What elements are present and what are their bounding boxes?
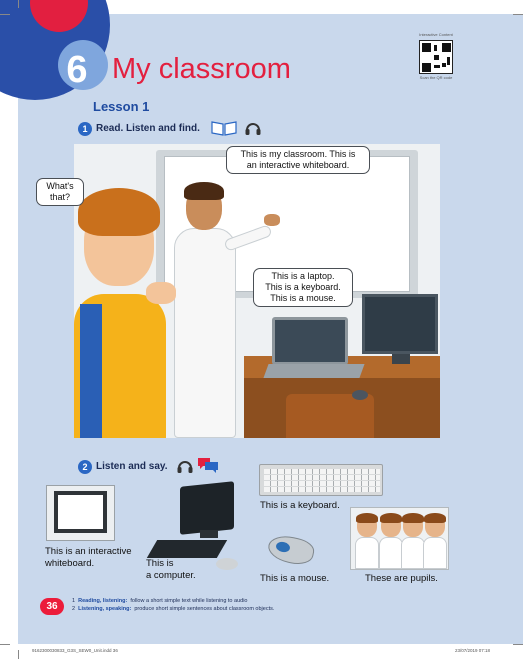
teacher-figure <box>174 228 236 438</box>
footnote-2-label: Listening, speaking: <box>78 606 132 612</box>
whiteboard-screen <box>54 491 107 533</box>
headphones-icon[interactable] <box>244 118 262 136</box>
unit-title: My classroom <box>112 53 291 85</box>
caption-pupils: These are pupils. <box>365 573 438 584</box>
computer-mouse <box>352 390 368 400</box>
computer-stand <box>200 530 218 538</box>
caption-computer-line-1: This is <box>146 558 174 569</box>
caption-whiteboard-line-2: whiteboard. <box>45 558 95 569</box>
desktop-monitor <box>362 294 438 354</box>
footnote-2-text: produce short simple sentences about classroom objects. <box>134 606 275 612</box>
qr-bottom-label: Scan the QR code <box>419 75 453 80</box>
crop-mark <box>0 644 10 645</box>
boy-hair <box>78 188 160 236</box>
page-number: 36 <box>40 598 64 615</box>
footnote-2 <box>72 605 274 613</box>
speech-bubble-laptop <box>253 268 353 307</box>
qr-code-block[interactable] <box>416 32 456 80</box>
lesson-title: Lesson 1 <box>93 99 150 114</box>
computer-mouse-picture <box>216 558 238 570</box>
chair <box>286 394 374 438</box>
bubble-laptop-line-2: This is a keyboard. <box>265 282 341 292</box>
book-icon[interactable] <box>210 118 238 136</box>
teacher-hand <box>264 214 280 226</box>
activity-1-badge: 1 <box>78 122 92 136</box>
bubble-boy-text: What's that? <box>46 181 74 202</box>
footnote-1 <box>72 597 274 605</box>
teacher-hair <box>184 182 224 200</box>
crop-mark <box>0 14 10 15</box>
caption-computer <box>146 558 196 582</box>
activity-2-instruction: Listen and say. <box>96 461 168 472</box>
crop-mark <box>513 644 523 645</box>
caption-keyboard: This is a keyboard. <box>260 500 340 511</box>
keyboard-picture <box>259 464 383 496</box>
crop-mark <box>513 14 523 15</box>
laptop-keyboard <box>263 364 364 378</box>
laptop-screen <box>272 317 348 365</box>
speech-bubbles-icon[interactable] <box>197 456 219 474</box>
computer-monitor-picture <box>180 481 234 535</box>
monitor-stand <box>392 354 410 364</box>
print-slug-right: 23/07/2019 07:18 <box>455 648 491 653</box>
footnote-1-number: 1 <box>72 598 76 604</box>
activity-2-badge: 2 <box>78 460 92 474</box>
caption-whiteboard-line-1: This is an interactive <box>45 546 132 557</box>
footnote-2-number: 2 <box>72 606 76 612</box>
headphones-icon[interactable] <box>176 456 194 474</box>
caption-mouse: This is a mouse. <box>260 573 330 584</box>
qr-code-icon[interactable] <box>419 40 453 74</box>
crop-mark <box>18 0 19 8</box>
speech-bubble-teacher <box>226 146 370 174</box>
bubble-teacher-line-1: This is my classroom. This is <box>240 149 356 159</box>
boy-hand <box>146 282 176 304</box>
unit-number: 6 <box>66 49 88 91</box>
computer-keyboard-picture <box>147 540 227 558</box>
caption-whiteboard <box>45 546 132 570</box>
bubble-teacher-line-2: an interactive whiteboard. <box>246 160 350 170</box>
bubble-laptop-line-3: This is a mouse. <box>270 293 336 303</box>
footnote-1-text: follow a short simple text while listening to audio <box>130 598 248 604</box>
print-slug-left: 9162300030833_G3S_SEW0_Unit.indd 36 <box>32 648 118 653</box>
bubble-laptop-line-1: This is a laptop. <box>271 271 335 281</box>
footnote-1-label: Reading, listening: <box>78 598 128 604</box>
activity-1-instruction: Read. Listen and find. <box>96 123 200 134</box>
pupils-picture <box>350 507 449 570</box>
qr-top-label: Interactive Content <box>419 32 453 37</box>
caption-computer-line-2: a computer. <box>146 570 196 581</box>
crop-mark <box>18 650 19 659</box>
footnotes <box>72 597 274 613</box>
speech-bubble-boy <box>36 178 84 206</box>
backpack-strap <box>80 304 102 438</box>
